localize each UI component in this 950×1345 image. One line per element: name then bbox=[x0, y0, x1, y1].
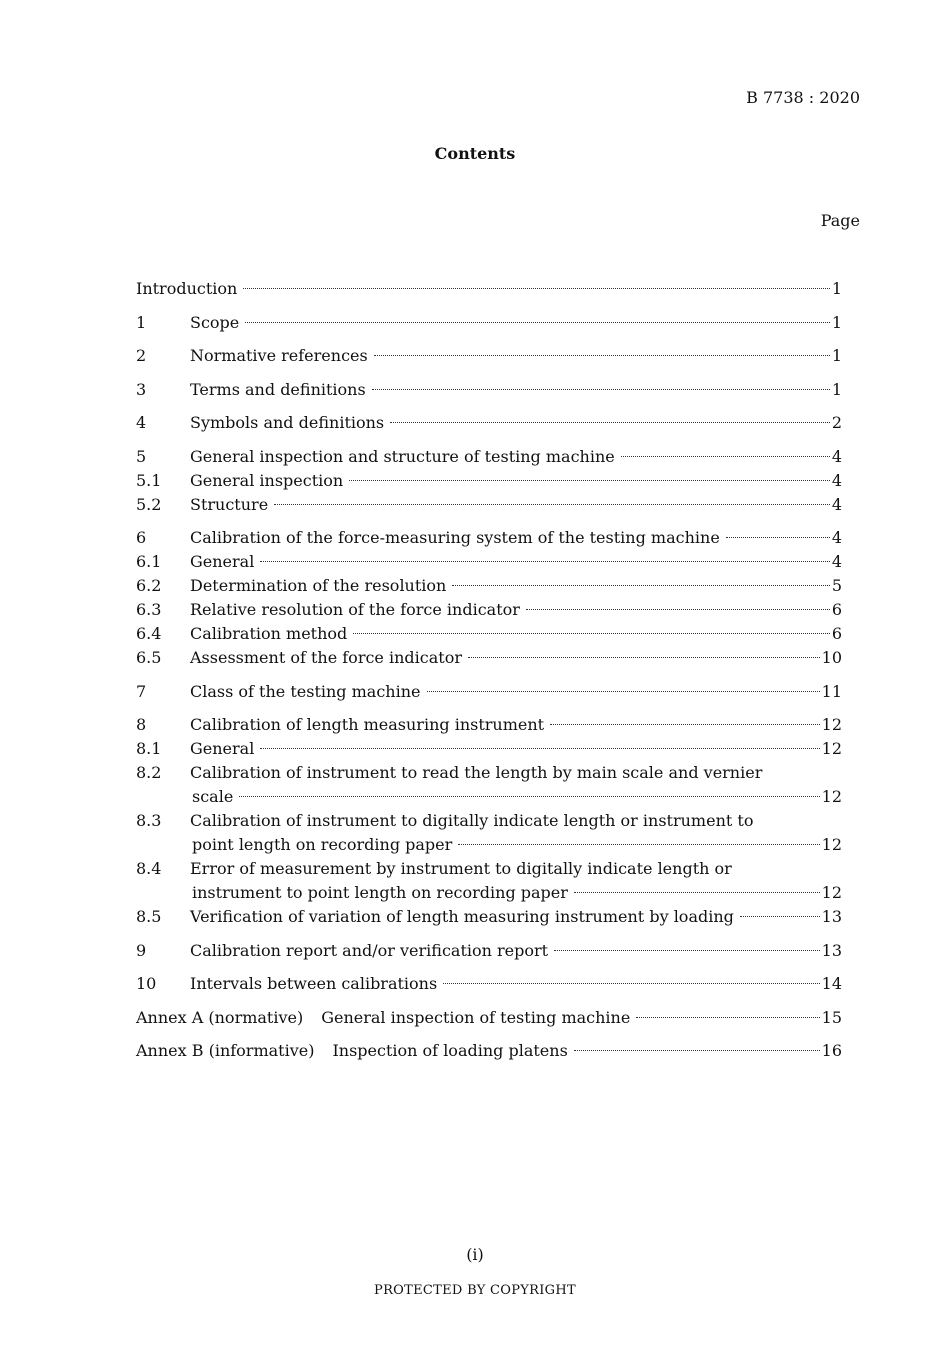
toc-number: 8.2 bbox=[136, 763, 162, 782]
toc-number: 5.1 bbox=[136, 470, 162, 490]
toc-page-number: 12 bbox=[821, 787, 842, 806]
dot-leader bbox=[243, 288, 829, 289]
toc-line bbox=[136, 622, 842, 646]
toc-number: 6.3 bbox=[136, 600, 162, 619]
toc-entry[interactable] bbox=[136, 311, 842, 335]
toc-page-number: 12 bbox=[821, 715, 842, 734]
toc-line bbox=[136, 857, 842, 881]
annex-label: Annex B (informative) bbox=[136, 1041, 315, 1060]
toc-title: General inspection and structure of testing machine bbox=[190, 446, 615, 466]
page-title: Contents bbox=[434, 144, 516, 163]
toc-entry[interactable] bbox=[136, 622, 842, 646]
toc-line bbox=[136, 550, 842, 574]
toc-title-continued: instrument to point length on recording paper bbox=[192, 883, 568, 902]
dot-leader bbox=[468, 657, 820, 658]
footer-page-number: (i) bbox=[466, 1245, 484, 1264]
toc-page-number: 4 bbox=[831, 528, 842, 547]
dot-leader bbox=[550, 724, 820, 725]
toc-entry[interactable] bbox=[136, 574, 842, 598]
toc-number: 1 bbox=[136, 312, 147, 332]
toc-line bbox=[136, 574, 842, 598]
toc-page-number: 1 bbox=[831, 379, 842, 399]
annex-label: Annex A (normative) bbox=[136, 1007, 304, 1027]
toc-line bbox=[136, 411, 842, 435]
toc-line-continued bbox=[136, 785, 842, 809]
toc-title: Error of measurement by instrument to digitally indicate length or bbox=[190, 859, 732, 878]
toc-entry[interactable] bbox=[136, 809, 842, 857]
dot-leader bbox=[349, 480, 830, 481]
dot-leader bbox=[740, 916, 820, 917]
dot-leader bbox=[636, 1017, 819, 1018]
toc-line bbox=[136, 598, 842, 622]
toc-line bbox=[136, 526, 842, 550]
toc-title: General bbox=[190, 739, 255, 758]
toc-line bbox=[136, 469, 842, 493]
toc-page-number: 2 bbox=[831, 413, 842, 432]
toc-title: General inspection bbox=[190, 470, 344, 490]
toc-title: Calibration method bbox=[190, 624, 348, 643]
toc-number: 8.4 bbox=[136, 859, 162, 878]
toc-number: 8.1 bbox=[136, 739, 162, 758]
toc-line bbox=[136, 713, 842, 737]
toc-number: 10 bbox=[136, 974, 157, 993]
toc-entry[interactable] bbox=[136, 761, 842, 809]
toc-page-number: 4 bbox=[831, 470, 842, 490]
toc-line bbox=[136, 761, 842, 785]
toc-entry[interactable] bbox=[136, 493, 842, 517]
toc-line bbox=[136, 680, 842, 704]
toc-page-number: 1 bbox=[831, 279, 842, 298]
toc-entry[interactable] bbox=[136, 646, 842, 670]
toc-number: 2 bbox=[136, 346, 147, 365]
toc-entry[interactable] bbox=[136, 905, 842, 929]
toc-page-number: 4 bbox=[831, 446, 842, 466]
toc-line bbox=[136, 1039, 842, 1063]
toc-title: Relative resolution of the force indicator bbox=[190, 600, 520, 619]
toc-title: Calibration of instrument to read the length by main scale and vernier bbox=[190, 763, 763, 782]
toc-page-number: 13 bbox=[821, 907, 842, 926]
toc-line bbox=[136, 646, 842, 670]
dot-leader bbox=[452, 585, 829, 586]
toc-page-number: 14 bbox=[821, 974, 842, 993]
toc-entry[interactable] bbox=[136, 526, 842, 550]
toc-page-number: 6 bbox=[831, 600, 842, 619]
dot-leader bbox=[726, 537, 830, 538]
toc-page-number: 10 bbox=[821, 648, 842, 667]
toc-page-number: 12 bbox=[821, 739, 842, 758]
annex-entry[interactable] bbox=[136, 1039, 842, 1063]
toc-entry[interactable] bbox=[136, 445, 842, 469]
toc-page-number: 13 bbox=[821, 940, 842, 960]
dot-leader bbox=[372, 389, 830, 390]
toc-number: 5.2 bbox=[136, 494, 162, 514]
toc-title: Normative references bbox=[190, 346, 368, 365]
toc-title: Calibration of instrument to digitally indicate length or instrument to bbox=[190, 811, 754, 830]
toc-title: Class of the testing machine bbox=[190, 681, 421, 701]
toc-page-number: 4 bbox=[831, 552, 842, 571]
toc-number: 6.1 bbox=[136, 552, 162, 571]
toc-page-number: 6 bbox=[831, 624, 842, 643]
toc-number: 6 bbox=[136, 528, 147, 547]
toc-page-number: 1 bbox=[831, 346, 842, 365]
toc-line bbox=[136, 378, 842, 402]
toc-page-number: 12 bbox=[821, 835, 842, 854]
toc-number: 9 bbox=[136, 940, 147, 960]
toc-number: 4 bbox=[136, 413, 147, 432]
toc-number: 5 bbox=[136, 446, 147, 466]
dot-leader bbox=[274, 504, 830, 505]
toc-entry[interactable] bbox=[136, 411, 842, 435]
toc-page-number: 5 bbox=[831, 576, 842, 595]
toc-title: Calibration report and/or verification report bbox=[190, 940, 549, 960]
toc-page-number: 4 bbox=[831, 494, 842, 514]
toc-line bbox=[136, 939, 842, 963]
dot-leader bbox=[574, 1050, 820, 1051]
annex-page-number: 15 bbox=[821, 1007, 842, 1027]
toc-title: Symbols and definitions bbox=[190, 413, 385, 432]
dot-leader bbox=[427, 691, 820, 692]
toc-number: 8.5 bbox=[136, 907, 162, 926]
toc-line bbox=[136, 1006, 842, 1030]
dot-leader bbox=[390, 422, 830, 423]
toc-number: 8 bbox=[136, 715, 147, 734]
toc-entry[interactable] bbox=[136, 598, 842, 622]
toc-line bbox=[136, 277, 842, 301]
page-column-label: Page bbox=[820, 211, 860, 230]
dot-leader bbox=[245, 322, 830, 323]
dot-leader bbox=[260, 748, 819, 749]
toc-line bbox=[136, 311, 842, 335]
dot-leader bbox=[443, 983, 819, 984]
toc-page-number: 11 bbox=[821, 681, 842, 701]
toc-title: General bbox=[190, 552, 255, 571]
document-id: B 7738 : 2020 bbox=[746, 88, 860, 107]
toc-entry[interactable] bbox=[136, 972, 842, 996]
copyright-notice: PROTECTED BY COPYRIGHT bbox=[374, 1283, 576, 1298]
table-of-contents bbox=[136, 277, 842, 1063]
dot-leader bbox=[574, 892, 820, 893]
toc-entry[interactable] bbox=[136, 939, 842, 963]
toc-line-continued bbox=[136, 833, 842, 857]
toc-line bbox=[136, 445, 842, 469]
dot-leader bbox=[621, 456, 830, 457]
toc-title: Introduction bbox=[136, 279, 238, 298]
toc-entry[interactable] bbox=[136, 737, 842, 761]
toc-title: Verification of variation of length measuring instrument by loading bbox=[190, 907, 734, 926]
dot-leader bbox=[260, 561, 829, 562]
toc-entry[interactable] bbox=[136, 550, 842, 574]
toc-line bbox=[136, 737, 842, 761]
toc-number: 7 bbox=[136, 681, 147, 701]
toc-entry[interactable] bbox=[136, 857, 842, 905]
toc-entry[interactable] bbox=[136, 277, 842, 301]
toc-title: Determination of the resolution bbox=[190, 576, 447, 595]
toc-line-continued bbox=[136, 881, 842, 905]
toc-page-number: 1 bbox=[831, 312, 842, 332]
dot-leader bbox=[554, 950, 820, 951]
toc-line bbox=[136, 905, 842, 929]
annex-page-number: 16 bbox=[821, 1041, 842, 1060]
toc-title: Calibration of the force-measuring system of the testing machine bbox=[190, 528, 720, 547]
dot-leader bbox=[374, 355, 830, 356]
toc-entry[interactable] bbox=[136, 680, 842, 704]
toc-title: Calibration of length measuring instrument bbox=[190, 715, 545, 734]
toc-title: Terms and definitions bbox=[190, 379, 366, 399]
annex-title: Inspection of loading platens bbox=[332, 1041, 568, 1060]
toc-number: 3 bbox=[136, 379, 147, 399]
toc-title: Scope bbox=[190, 312, 240, 332]
toc-number: 8.3 bbox=[136, 811, 162, 830]
toc-entry[interactable] bbox=[136, 344, 842, 368]
toc-line bbox=[136, 809, 842, 833]
toc-entry[interactable] bbox=[136, 469, 842, 493]
annex-entry[interactable] bbox=[136, 1006, 842, 1030]
toc-page-number: 12 bbox=[821, 883, 842, 902]
annex-title: General inspection of testing machine bbox=[321, 1007, 631, 1027]
toc-number: 6.4 bbox=[136, 624, 162, 643]
toc-title-continued: point length on recording paper bbox=[192, 835, 453, 854]
toc-entry[interactable] bbox=[136, 713, 842, 737]
toc-title: Intervals between calibrations bbox=[190, 974, 438, 993]
dot-leader bbox=[458, 844, 819, 845]
toc-number: 6.5 bbox=[136, 648, 162, 667]
toc-title: Structure bbox=[190, 494, 269, 514]
dot-leader bbox=[526, 609, 830, 610]
dot-leader bbox=[353, 633, 830, 634]
toc-title-continued: scale bbox=[192, 787, 234, 806]
toc-line bbox=[136, 344, 842, 368]
toc-title: Assessment of the force indicator bbox=[190, 648, 462, 667]
toc-line bbox=[136, 972, 842, 996]
toc-line bbox=[136, 493, 842, 517]
toc-number: 6.2 bbox=[136, 576, 162, 595]
toc-entry[interactable] bbox=[136, 378, 842, 402]
dot-leader bbox=[239, 796, 819, 797]
